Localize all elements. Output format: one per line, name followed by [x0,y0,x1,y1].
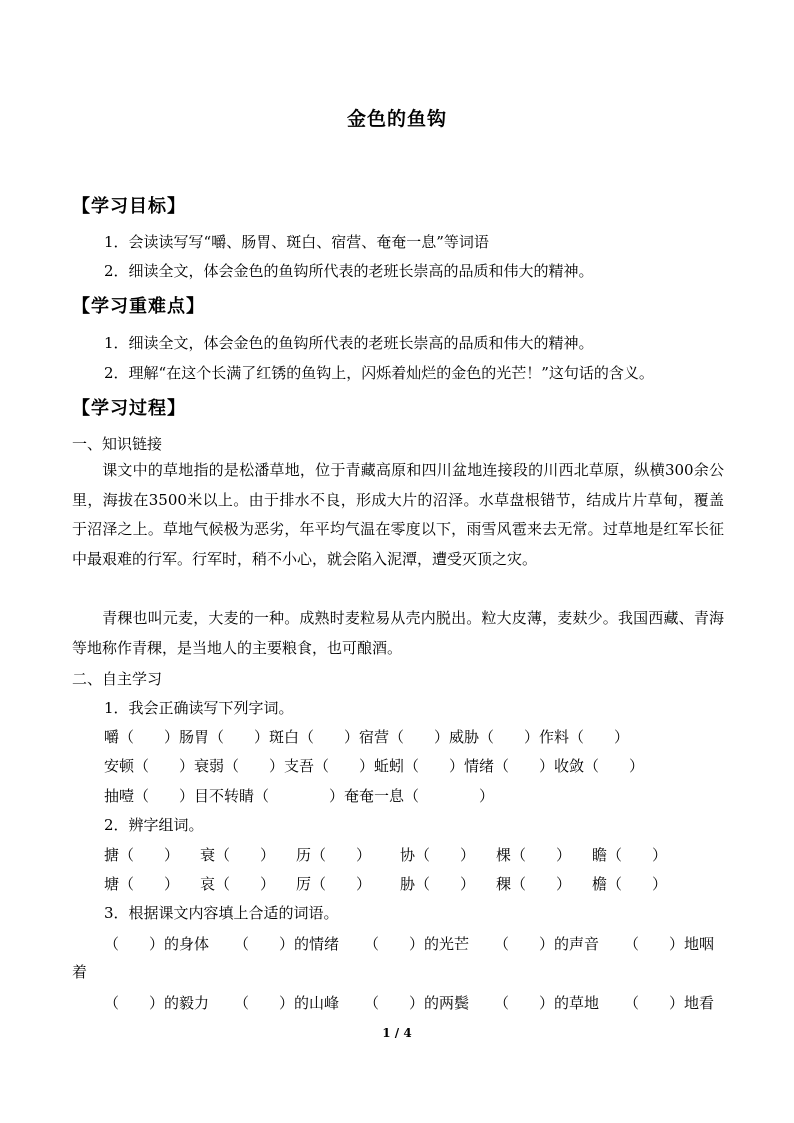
part-label-knowledge: 一、知识链接 [72,435,163,453]
knowledge-paragraph [72,604,724,663]
char-group-item: 胁（ ） [400,875,476,893]
fill-in-item: （ ）的身体 [104,935,210,953]
word-line: 抽噎（ ）目不转睛（ ）奄奄一息（ ） [104,787,495,805]
fill-in-item: （ ）的两鬓 [364,994,470,1012]
knowledge-paragraph-text: 课文中的草地指的是松潘草地，位于青藏高原和四川盆地连接段的川西北草原，纵横300余公里，海拔在3500米以上。由于排水不良，形成大片的沼泽。水草盘根错节，结成片片草甸，覆盖于沼泽之上。草地气候极为恶劣，年平均气温在零度以下，雨雪风雹来去无常。过草地是红军长征中最艰难的行军。行军时，稍不小心，就会陷入泥潭，遭受灭顶之灾。 [72,461,724,568]
question-3: 3．根据课文内容填上合适的词语。 [104,904,339,922]
page-title: 金色的鱼钩 [346,108,447,130]
fill-in-item: （ ）的山峰 [234,994,340,1012]
char-group-item: 搪（ ） [104,846,180,864]
char-group-item: 瞻（ ） [592,846,668,864]
char-group-item: 塘（ ） [104,875,180,893]
char-group-item: 稞（ ） [496,875,572,893]
word-line: 安顿（ ）衰弱（ ）支吾（ ）蚯蚓（ ）情绪（ ）收敛（ ） [104,757,645,775]
page-number: 1 / 4 [382,1026,412,1040]
knowledge-paragraph [72,456,724,574]
fill-in-item: （ ）地咽 [624,935,715,953]
fill-in-item: （ ）的毅力 [104,994,210,1012]
question-1: 1．我会正确读写下列字词。 [104,699,294,717]
fill-in-item: （ ）的光芒 [364,935,470,953]
char-group-item: 哀（ ） [200,875,276,893]
fill-in-item: （ ）的声音 [494,935,600,953]
char-group-item: 衰（ ） [200,846,276,864]
section-heading-objectives: 【学习目标】 [72,196,186,217]
fill-in-item: （ ）的草地 [494,994,600,1012]
fill-in-item: （ ）的情绪 [234,935,340,953]
word-line: 嚼（ ）肠胃（ ）斑白（ ）宿营（ ）威胁（ ）作料（ ） [104,728,630,746]
part-label-self-study: 二、自主学习 [72,670,163,688]
section-heading-process: 【学习过程】 [72,398,186,419]
char-group-item: 檐（ ） [592,875,668,893]
section-heading-key-points: 【学习重难点】 [72,296,205,317]
char-group-item: 厉（ ） [296,875,372,893]
char-group-item: 协（ ） [400,846,476,864]
question-2: 2．辨字组词。 [104,816,204,834]
key-point-item: 2．理解“在这个长满了红锈的鱼钩上，闪烁着灿烂的金色的光芒！”这句话的含义。 [104,364,654,382]
char-group-item: 历（ ） [296,846,372,864]
fill-in-item: （ ）地看 [624,994,715,1012]
key-point-item: 1．细读全文，体会金色的鱼钩所代表的老班长崇高的品质和伟大的精神。 [104,334,594,352]
char-group-item: 棵（ ） [496,846,572,864]
objective-item: 2．细读全文，体会金色的鱼钩所代表的老班长崇高的品质和伟大的精神。 [104,262,594,280]
fill-in-wrap: 着 [72,963,88,981]
knowledge-paragraph-text: 青稞也叫元麦，大麦的一种。成熟时麦粒易从壳内脱出。粒大皮薄，麦麸少。我国西藏、青海等地称作青稞，是当地人的主要粮食，也可酿酒。 [72,609,724,657]
objective-item: 1．会读读写写“嚼、肠胃、斑白、宿营、奄奄一息”等词语 [104,233,489,251]
